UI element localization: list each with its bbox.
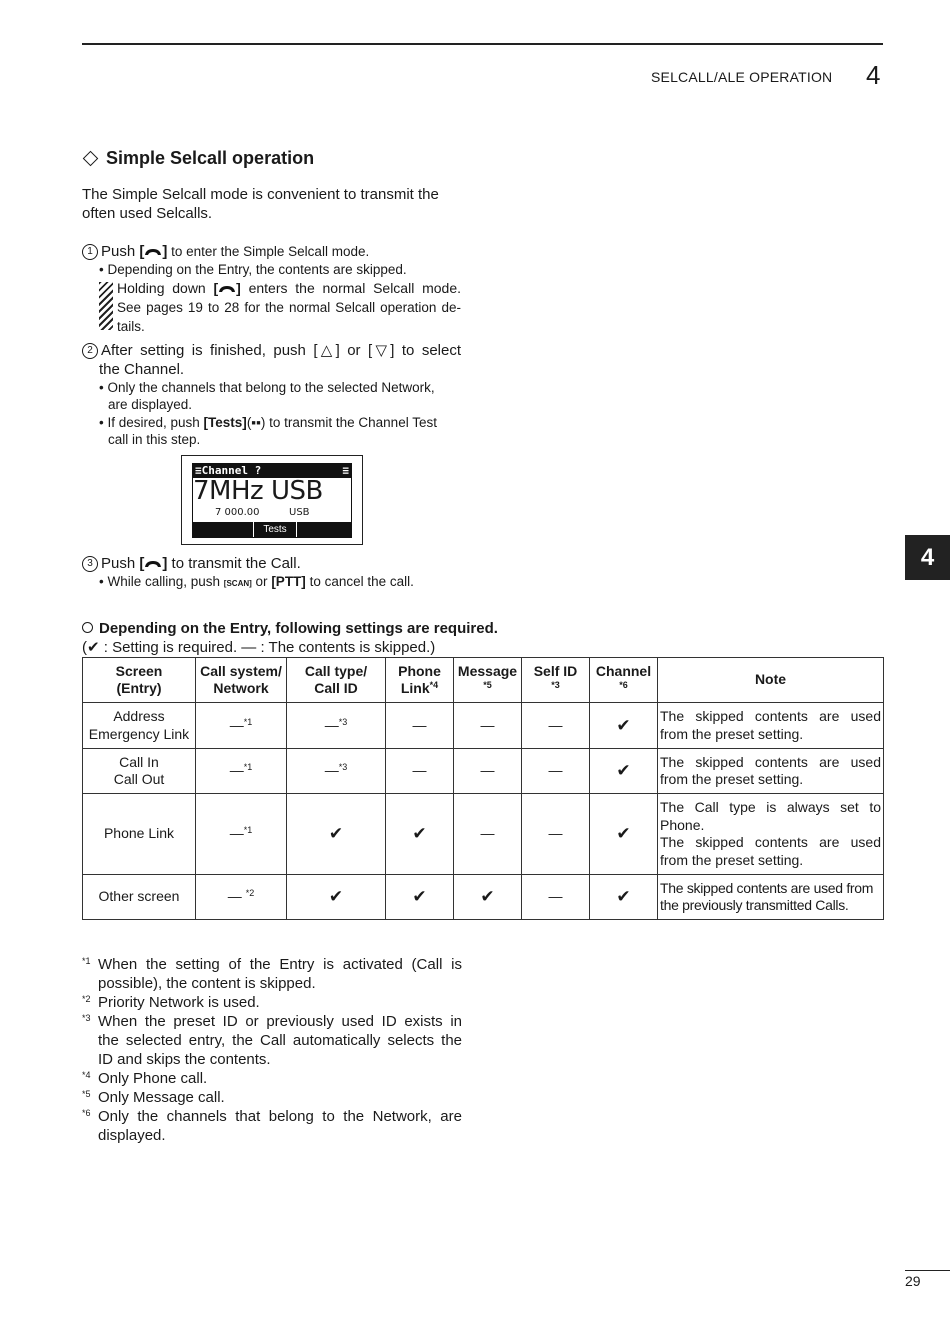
- calltype-cell: [287, 794, 386, 875]
- table-text: [82, 993, 91, 1012]
- table-text: —: [227, 888, 246, 905]
- footnote: [82, 993, 462, 1012]
- table-row: [83, 749, 884, 794]
- note-text: enters the normal Selcall mode.: [240, 280, 461, 296]
- header-cell: [658, 658, 884, 703]
- bullet-text: • If desired, push: [99, 415, 204, 430]
- running-header: SELCALL/ALE OPERATION: [651, 69, 833, 85]
- table-text: Call In: [119, 753, 159, 770]
- note-cell: [658, 749, 884, 794]
- step-2-bullet-cont: are displayed.: [108, 397, 193, 412]
- section-title-text: Simple Selcall operation: [106, 148, 315, 168]
- table-text: Message: [457, 662, 518, 679]
- lcd-softkey-tests: Tests: [253, 522, 297, 537]
- step-1: [82, 242, 472, 261]
- table-text: Other screen: [98, 888, 180, 905]
- message-cell: —: [454, 794, 522, 875]
- menu-icon: ≡: [195, 464, 202, 477]
- bullet-text: or: [251, 574, 272, 589]
- bullet-text: (▪▪) to transmit the Channel Test: [246, 415, 437, 430]
- step-text: to enter the Simple Selcall mode.: [167, 244, 370, 259]
- table-row: [83, 875, 884, 920]
- step-text: Push: [101, 243, 140, 260]
- table-text: —: [324, 716, 339, 733]
- table-text: Call type/: [304, 662, 368, 679]
- table-text: Only Phone call.: [98, 1070, 208, 1087]
- intro-line: The Simple Selcall mode is convenient to transmit the: [82, 186, 439, 203]
- table-text: *3: [338, 762, 348, 773]
- header-cell: [522, 658, 590, 703]
- step-text: to transmit the Call.: [167, 555, 301, 572]
- footnote: [82, 1107, 462, 1145]
- table-text: Link: [400, 680, 430, 696]
- table-text: [82, 1088, 91, 1107]
- step-2-line: the Channel.: [99, 361, 185, 378]
- table-text: Channel: [595, 662, 652, 679]
- table-text: *2: [82, 994, 91, 1004]
- table-text: *3: [551, 680, 560, 690]
- footnotes: [82, 955, 462, 1145]
- table-text: When the setting of the Entry is activated (Call is: [98, 956, 462, 973]
- callsys-cell: [196, 703, 287, 749]
- step-text: to select: [394, 342, 462, 359]
- table-text: The skipped contents are used: [660, 834, 881, 850]
- scan-key: [SCAN]: [223, 579, 252, 588]
- circle-bullet-icon: [82, 622, 93, 633]
- table-text: displayed.: [98, 1127, 166, 1144]
- down-key: [▽]: [368, 342, 395, 359]
- table-text: Phone Link: [103, 825, 175, 842]
- table-text: *1: [243, 762, 253, 773]
- table-text: *1: [82, 956, 91, 966]
- note-icon: [99, 282, 113, 330]
- table-text: *2: [245, 888, 255, 899]
- table-text: The skipped contents are used from: [660, 879, 874, 896]
- handset-icon: [144, 247, 162, 256]
- table-text: [82, 1069, 91, 1088]
- table-text: Only Message call.: [98, 1089, 225, 1106]
- table-text: Call Out: [113, 771, 165, 787]
- message-cell: ✔: [454, 875, 522, 920]
- selfid-cell: —: [522, 794, 590, 875]
- callsys-cell: [196, 794, 287, 875]
- table-text: [388, 680, 451, 698]
- note-cell: [658, 875, 884, 920]
- table-text: possible), the content is skipped.: [98, 975, 316, 992]
- table-text: from the preset setting.: [660, 725, 804, 742]
- header-cell: [196, 658, 287, 703]
- table-text: *5: [82, 1089, 91, 1099]
- table-text: ✔: [328, 824, 344, 844]
- table-text: Priority Network is used.: [98, 994, 260, 1011]
- phone-cell: ✔: [386, 794, 454, 875]
- screen-cell: [83, 875, 196, 920]
- intro-paragraph: [82, 185, 462, 223]
- requirements-legend: (✔ : Setting is required. — : The contents is skipped.): [82, 639, 436, 656]
- table-text: Phone.: [660, 816, 705, 833]
- table-text: the previously transmitted Calls.: [660, 897, 849, 913]
- handset-icon: [144, 559, 162, 568]
- footnote: [82, 1012, 462, 1069]
- step-3: [82, 554, 301, 573]
- table-text: Emergency Link: [88, 725, 190, 742]
- requirements-heading: [82, 619, 498, 638]
- table-row: [83, 794, 884, 875]
- up-key: [△]: [313, 342, 340, 359]
- chapter-number: 4: [866, 60, 881, 90]
- table-text: Call system/: [200, 662, 282, 679]
- footnote: [82, 955, 462, 993]
- lcd-mode: USB: [289, 507, 310, 518]
- step-2: [82, 341, 461, 360]
- channel-cell: ✔: [590, 875, 658, 920]
- step-1-note-line: tails.: [117, 319, 145, 334]
- message-cell: —: [454, 749, 522, 794]
- table-text: The skipped contents are used: [660, 708, 881, 724]
- lcd-channel-name: 7MHz USB: [193, 476, 323, 506]
- table-text: Phone: [398, 662, 441, 679]
- selfid-cell: —: [522, 703, 590, 749]
- channel-cell: ✔: [590, 794, 658, 875]
- table-row: [83, 703, 884, 749]
- step-1-bullet: • Depending on the Entry, the contents are skipped.: [99, 262, 407, 277]
- step-1-note-line: [117, 280, 461, 298]
- call-key: [ ]: [139, 243, 168, 260]
- page-number: 29: [905, 1273, 921, 1289]
- table-text: [82, 955, 91, 974]
- table-text: ✔: [328, 887, 344, 907]
- table-text: —: [324, 762, 339, 779]
- selfid-cell: —: [522, 875, 590, 920]
- menu-icon: ≡: [342, 464, 349, 477]
- step-text: or: [339, 342, 368, 359]
- handset-icon: [218, 284, 236, 293]
- table-text: [456, 680, 519, 698]
- callsys-cell: [196, 875, 287, 920]
- table-text: *4: [82, 1070, 91, 1080]
- note-cell: [658, 703, 884, 749]
- lcd-frequency: 7 000.00: [215, 507, 260, 518]
- table-text: —: [229, 762, 244, 779]
- message-cell: —: [454, 703, 522, 749]
- call-key: [ ]: [139, 555, 168, 572]
- table-text: *3: [82, 1013, 91, 1023]
- table-text: Self ID: [533, 662, 578, 679]
- lcd-softkey-bar: [193, 522, 351, 537]
- table-text: [82, 1107, 91, 1126]
- note-text: Holding down: [117, 280, 214, 296]
- table-text: Note: [754, 671, 787, 688]
- lcd-title: Channel ?: [201, 464, 262, 477]
- step-2-bullet: • Only the channels that belong to the selected Network,: [99, 380, 435, 395]
- table-text: Only the channels that belong to the Network, are: [98, 1108, 462, 1125]
- requirements-table: [82, 657, 884, 920]
- header-cell: [386, 658, 454, 703]
- call-key: [ ]: [213, 280, 241, 296]
- table-text: *1: [243, 825, 253, 836]
- channel-cell: ✔: [590, 749, 658, 794]
- table-text: (Entry): [116, 680, 162, 696]
- table-text: —: [229, 716, 244, 733]
- table-text: ID and skips the contents.: [98, 1051, 271, 1068]
- table-text: *4: [429, 680, 439, 690]
- table-text: [82, 1012, 91, 1031]
- phone-cell: —: [386, 749, 454, 794]
- phone-cell: ✔: [386, 875, 454, 920]
- page-number-rule: [905, 1270, 950, 1271]
- selfid-cell: —: [522, 749, 590, 794]
- table-text: Call ID: [314, 680, 358, 696]
- footnote: [82, 1088, 462, 1107]
- calltype-cell: [287, 703, 386, 749]
- table-text: *1: [243, 716, 253, 727]
- table-text: Network: [213, 680, 269, 696]
- footnote: [82, 1069, 462, 1088]
- screen-cell: [83, 794, 196, 875]
- table-text: *6: [82, 1108, 91, 1118]
- note-cell: [658, 794, 884, 875]
- intro-line: often used Selcalls.: [82, 205, 213, 222]
- screen-cell: [83, 749, 196, 794]
- table-text: —: [229, 825, 244, 842]
- step-number: 3: [82, 556, 98, 572]
- step-2-bullet-cont: call in this step.: [108, 432, 201, 447]
- header-cell: [83, 658, 196, 703]
- ptt-key: [PTT]: [271, 574, 306, 589]
- step-1-note-line: See pages 19 to 28 for the normal Selcall operation de-: [117, 300, 461, 315]
- step-number: 2: [82, 343, 98, 359]
- step-text: Push: [101, 555, 140, 572]
- step-number: 1: [82, 244, 98, 260]
- table-text: When the preset ID or previously used ID exists in: [98, 1013, 462, 1030]
- calltype-cell: [287, 875, 386, 920]
- chapter-tab: 4: [905, 535, 950, 580]
- table-text: from the preset setting.: [660, 851, 804, 868]
- table-text: [524, 680, 587, 698]
- phone-cell: —: [386, 703, 454, 749]
- bullet-text: to cancel the call.: [305, 574, 414, 589]
- table-text: the selected entry, the Call automatically selects the: [98, 1032, 462, 1049]
- header-cell: [287, 658, 386, 703]
- table-text: *3: [338, 716, 348, 727]
- callsys-cell: [196, 749, 287, 794]
- tests-key: [Tests]: [203, 415, 247, 430]
- table-header-row: [83, 658, 884, 703]
- lcd-screen: [192, 463, 352, 538]
- table-text: *5: [483, 680, 492, 690]
- table-text: Screen: [115, 662, 163, 679]
- channel-cell: ✔: [590, 703, 658, 749]
- bullet-text: • While calling, push: [99, 574, 224, 589]
- screen-cell: [83, 703, 196, 749]
- step-2-bullet: [99, 414, 437, 432]
- requirements-heading-text: Depending on the Entry, following settings are required.: [99, 620, 498, 637]
- calltype-cell: [287, 749, 386, 794]
- header-rule: [82, 43, 883, 45]
- step-3-bullet: [99, 573, 414, 593]
- section-title: [82, 148, 314, 169]
- table-text: *6: [619, 680, 628, 690]
- table-text: [592, 680, 655, 698]
- table-text: from the preset setting.: [660, 771, 804, 787]
- table-text: The skipped contents are used: [660, 753, 881, 770]
- table-text: The Call type is always set to: [660, 799, 881, 815]
- diamond-icon: [83, 151, 99, 167]
- table-text: Address: [113, 708, 165, 724]
- header-cell: [590, 658, 658, 703]
- header-cell: [454, 658, 522, 703]
- step-text: After setting is finished, push: [101, 342, 314, 359]
